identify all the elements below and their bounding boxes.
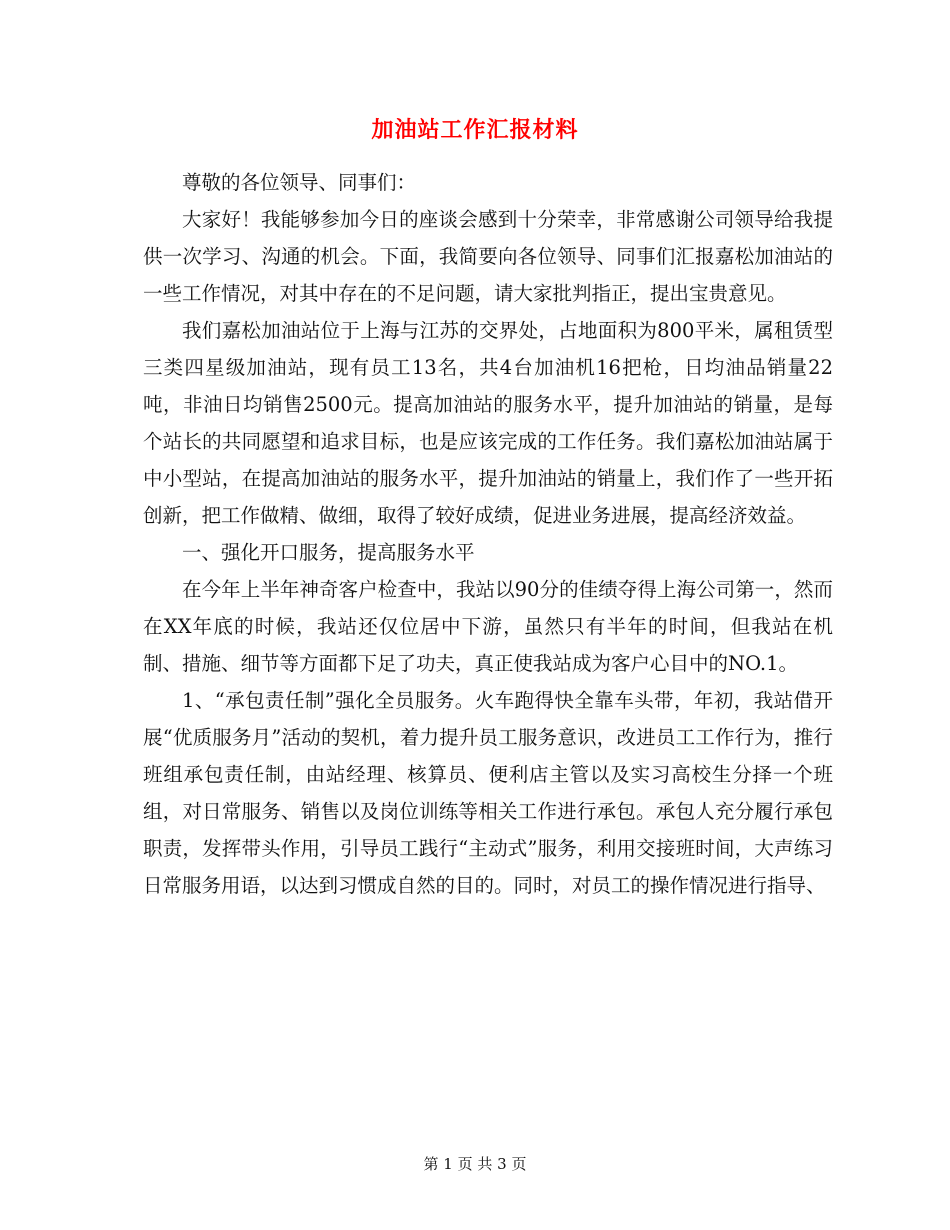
paragraph-station-intro: 我们嘉松加油站位于上海与江苏的交界处，占地面积为800平米，属租赁型三类四星级加油站，现有员工13名，共4台加油机16把枪，日均油品销量22吨，非油日均销售2500元。提高加油站的服务水平，提升加油站的销量，是每个站长的共同愿望和追求目标，也是应该完成的工作任务。我们嘉松加油站属于中小型站，在提高加油站的服务水平，提升加油站的销量上，我们作了一些开拓创新，把工作做精、做细，取得了较好成绩，促进业务进展，提高经济效益。: [143, 319, 833, 527]
paragraph-greeting: 大家好！我能够参加今日的座谈会感到十分荣幸，非常感谢公司领导给我提供一次学习、沟通的机会。下面，我简要向各位领导、同事们汇报嘉松加油站的一些工作情况，对其中存在的不足问题，请大家批判指正，提出宝贵意见。: [143, 208, 833, 305]
paragraph-inspection-result: 在今年上半年神奇客户检查中，我站以90分的佳绩夺得上海公司第一，然而在XX年底的时候，我站还仅位居中下游，虽然只有半年的时间，但我站在机制、措施、细节等方面都下足了功夫，真正使我站成为客户心目中的NO.1。: [143, 578, 833, 675]
paragraph-responsibility-system: 1、“承包责任制”强化全员服务。火车跑得快全靠车头带，年初，我站借开展“优质服务月”活动的契机，着力提升员工服务意识，改进员工工作行为，推行班组承包责任制，由站经理、核算员、便利店主管以及实习高校生分择一个班组，对日常服务、销售以及岗位训练等相关工作进行承包。承包人充分履行承包职责，发挥带头作用，引导员工践行“主动式”服务，利用交接班时间，大声练习日常服务用语，以达到习惯成自然的目的。同时，对员工的操作情况进行指导、: [143, 689, 833, 897]
page-number-footer: 第 1 页 共 3 页: [423, 1155, 527, 1173]
document-title: 加油站工作汇报材料: [371, 117, 579, 143]
document-body: [143, 164, 833, 904]
paragraph-section-heading: 一、强化开口服务，提高服务水平: [182, 541, 475, 564]
paragraph-salutation: 尊敬的各位领导、同事们：: [182, 171, 417, 194]
